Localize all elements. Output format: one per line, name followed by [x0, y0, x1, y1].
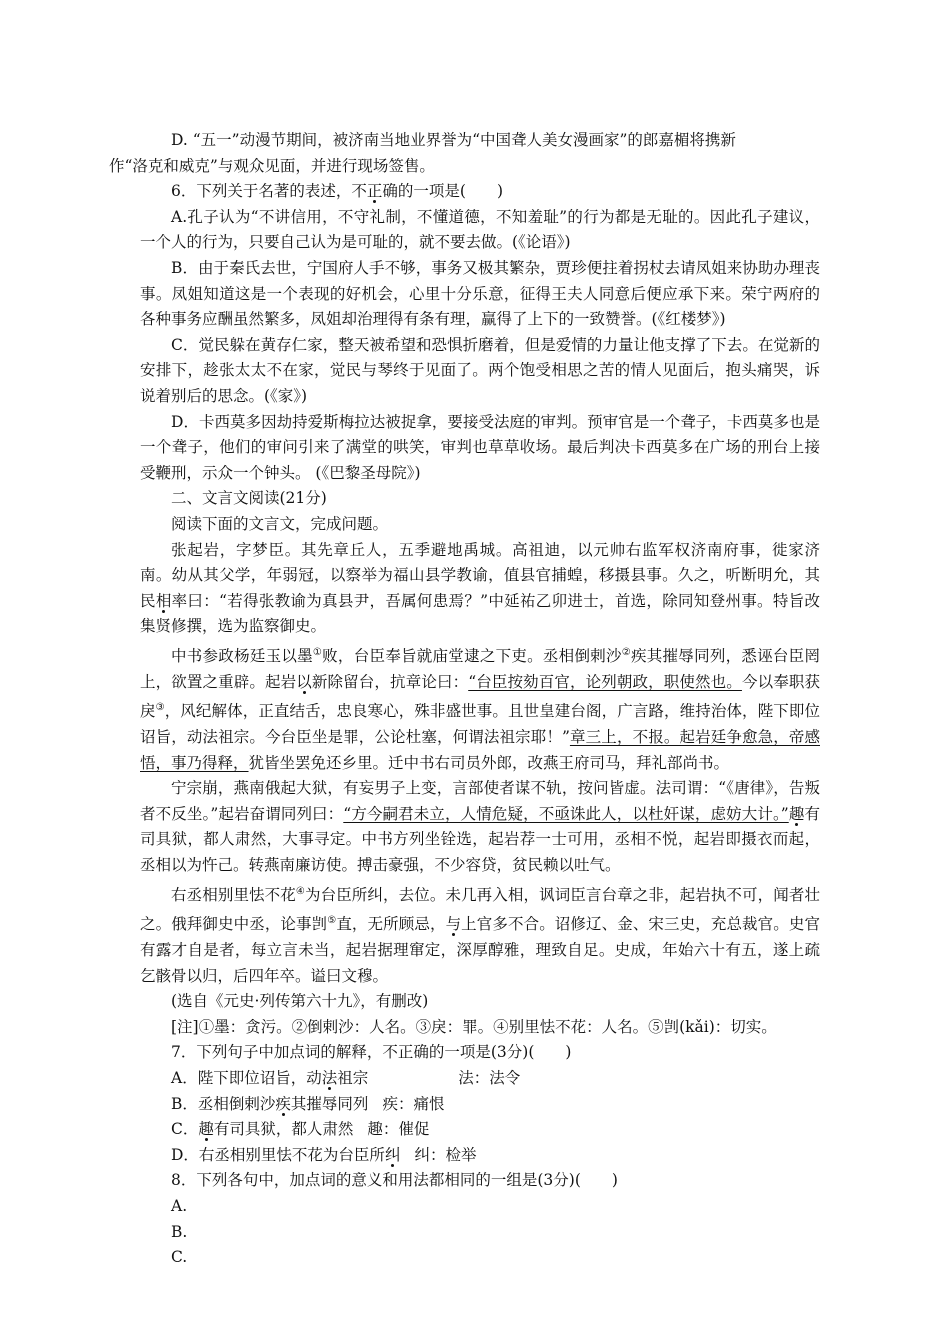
- underlined-sentence-1: “台臣按劾百官，论列朝政，职使然也。: [468, 672, 742, 691]
- section-heading: 二、文言文阅读(21分): [171, 489, 327, 508]
- q6-option-d: D．卡西莫多因劫持爱斯梅拉达被捉拿，要接受法庭的审判。预审官是一个聋子，卡西莫多也是一个聋子，他们的审问引来了满堂的哄笑，审判也草草收场。最后判决卡西莫多在广场的刑台上接受鞭刑，示众一个钟头。 (《巴黎圣母院》): [140, 412, 820, 482]
- q7-option-c: C．趣有司具狱，都人肃然 趣：催促: [171, 1120, 430, 1139]
- underlined-sentence-3: “方今嗣君未立，人情危疑，不亟诛此人，以杜奸谋，虑妨大计。”: [343, 804, 789, 823]
- q8-stem: 8．下列各句中，加点词的意义和用法都相同的一组是(3分)( ): [171, 1171, 618, 1190]
- q8-option-b: B.: [171, 1222, 188, 1241]
- q7-option-a: A．陛下即位诏旨，动法祖宗 法：法令: [171, 1069, 521, 1087]
- underlined-sentence-2: 章三上，不报。起岩廷争愈急，帝感悟，事乃得释，: [140, 727, 820, 772]
- q6-option-c: C．觉民躲在黄存仁家，整天被希望和恐惧折磨着，但是爱情的力量让他支撑了下去。在觉新的安排下，趁张太太不在家，觉民与琴终于见面了。两个饱受相思之苦的情人见面后，抱头痛哭，诉说着别后的思念。(《家》): [140, 335, 820, 405]
- passage-paragraph-1: 张起岩，字梦臣。其先章丘人，五季避地禹城。高祖迪，以元帅右监军权济南府事，徙家济南。幼从其父学，年弱冠，以察举为福山县学教谕，值县官捕蝗，移摄县事。久之，听断明允，其民相率曰：“若得张教谕为真县尹，吾属何患焉？”中延祐乙卯进士，首选，除同知登州事。特旨改集贤修撰，选为监察御史。: [140, 540, 820, 636]
- passage-paragraph-2: 中书参政杨廷玉以墨①败，台臣奉旨就庙堂逮之下吏。丞相倒剌沙②疾其摧辱同列，悉诬台臣罔上，欲置之重辟。起岩以新除留台，抗章论曰：“台臣按劾百官，论列朝政，职使然也。今以奉职获戾③，风纪解体，正直结舌，忠良寒心，殊非盛世事。且世皇建台阁，广言路，维持治体，陛下即位诏旨，动法祖宗。今台臣坐是罪，公论杜塞，何谓法祖宗耶！”章三上，不报。起岩廷争愈急，帝感悟，事乃得释，犹皆坐罢免还乡里。迁中书右司员外郎，改燕王府司马，拜礼部尚书。: [140, 646, 820, 772]
- q7-option-b: B．丞相倒剌沙疾其摧辱同列 疾：痛恨: [171, 1094, 445, 1113]
- q6-option-b: B．由于秦氏去世，宁国府人手不够，事务又极其繁杂，贾珍便拄着拐杖去请凤姐来协助办理丧事。凤姐知道这是一个表现的好机会，心里十分乐意，征得王夫人同意后便应承下来。荣宁两府的各种事务应酬虽然繁多，凤姐却治理得有条有理，赢得了上下的一致赞誉。(《红楼梦》): [140, 258, 820, 329]
- passage-source: (选自《元史·列传第六十九》，有删改): [171, 992, 429, 1011]
- passage-notes: [注]①墨：贪污。②倒剌沙：人名。③戾：罪。④别里怯不花：人名。⑤剀(kǎi)：切实。: [171, 1017, 777, 1036]
- passage-paragraph-3: 宁宗崩，燕南俄起大狱，有妄男子上变，言部使者谋不轨，按问皆虚。法司谓：“《唐律》，告叛者不反坐。”起岩奋谓同列曰：“方今嗣君未立，人情危疑，不亟诛此人，以杜奸谋，虑妨大计。”趣有司具狱，都人肃然，大事寻定。中书方列坐铨选，起岩荐一士可用，丞相不悦，起岩即摄衣而起，丞相以为忤己。转燕南廉访使。搏击豪强，不少容贷，贫民赖以吐气。: [140, 779, 820, 874]
- q5-option-d: D. “五一”动漫节期间，被济南当地业界誉为“中国聋人美女漫画家”的郎嘉楣将携新 作“洛克和威克”与观众见面，并进行现场签售。: [109, 131, 736, 175]
- q8-option-c: C.: [171, 1248, 188, 1267]
- q8-option-a: A.: [171, 1196, 188, 1215]
- q6-stem: 6．下列关于名著的表述，不正确的一项是( ): [171, 182, 503, 201]
- q6-option-a: A.孔子认为“不讲信用，不守礼制，不懂道德，不知羞耻”的行为都是无耻的。因此孔子建议，一个人的行为，只要自己认为是可耻的，就不要去做。(《论语》): [140, 207, 820, 252]
- document-page: [109, 128, 820, 1271]
- passage-paragraph-4: 右丞相别里怯不花④为台臣所纠，去位。未几再入相，讽词臣言台章之非，起岩执不可，闻者壮之。俄拜御史中丞，论事剀⑤直，无所顾忌，与上官多不合。诏修辽、金、宋三史，充总裁官。史官有露才自是者，每立言未当，起岩据理窜定，深厚醇雅，理致自足。史成，年始六十有五，遂上疏乞骸骨以归，后四年卒。谥曰文穆。: [140, 885, 820, 985]
- q7-option-d: D．右丞相别里怯不花为台臣所纠 纠：检举: [171, 1145, 477, 1164]
- q7-stem: 7．下列句子中加点词的解释，不正确的一项是(3分)( ): [171, 1043, 572, 1062]
- section-instruction: 阅读下面的文言文，完成问题。: [171, 514, 389, 533]
